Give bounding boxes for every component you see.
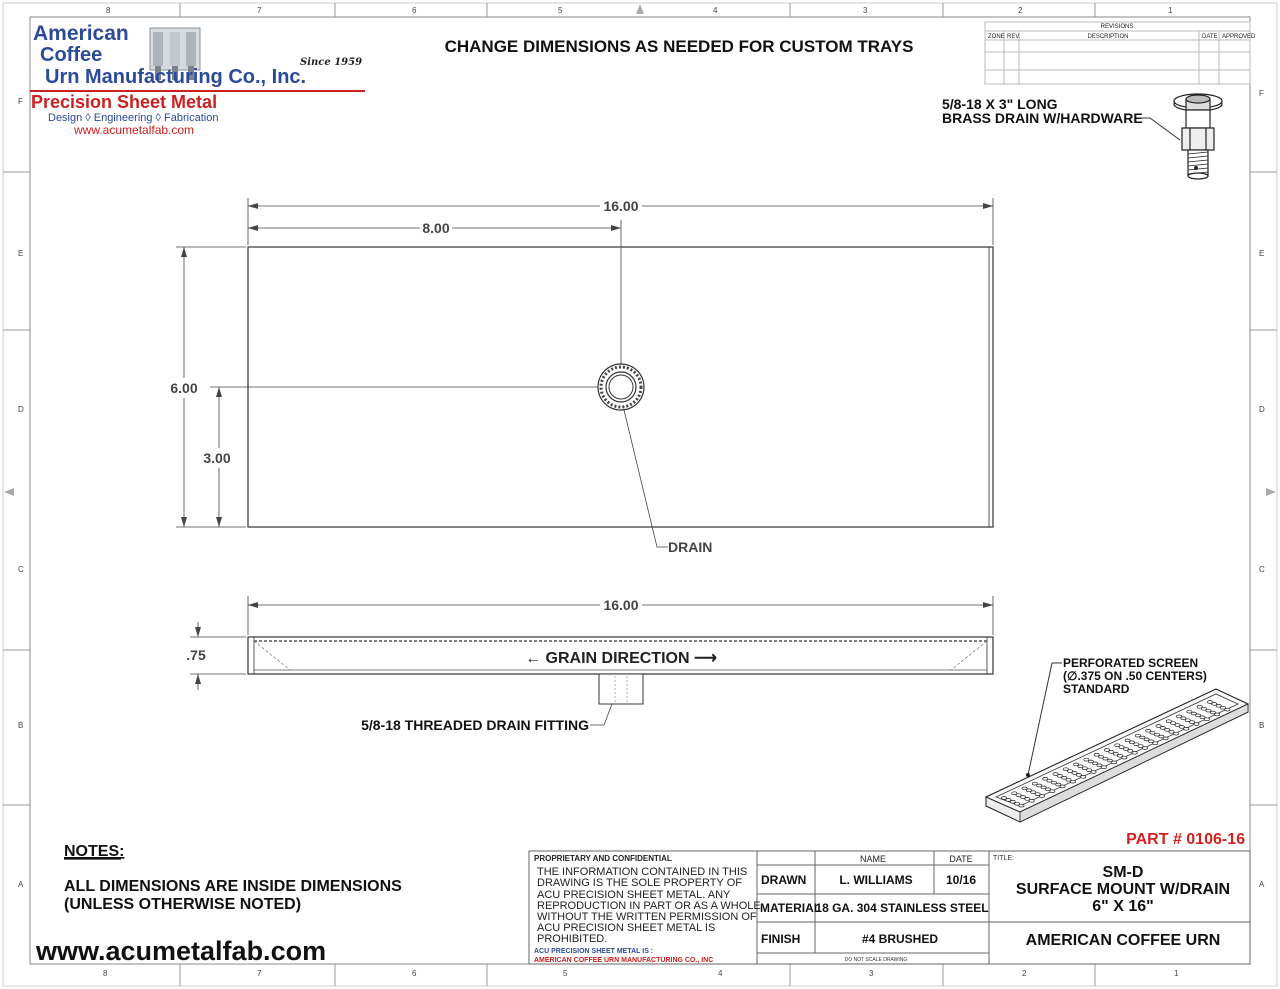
- title-block-title-label: TITLE:: [993, 855, 1015, 862]
- grid-row-label: B: [18, 721, 24, 730]
- center-mark-right: [1266, 488, 1276, 496]
- brass-drain-label-line2: BRASS DRAIN W/HARDWARE: [942, 110, 1143, 126]
- perforation-dot: [1173, 732, 1178, 735]
- notes-heading: NOTES:: [64, 843, 125, 860]
- grid-row-label: D: [1259, 405, 1265, 414]
- brass-drain-leader-dot: [1194, 166, 1198, 170]
- grid-rows-left: [18, 97, 24, 889]
- title-block-drawn-name: L. WILLIAMS: [839, 873, 913, 887]
- revisions-col-rev: REV.: [1007, 34, 1021, 40]
- title-block-title-line3: 6" X 16": [1092, 898, 1154, 915]
- logo-line-american: American: [33, 22, 129, 45]
- revisions-title: REVISIONS: [1100, 24, 1134, 30]
- proprietary-line: WITHOUT THE WRITTEN PERMISSION OF: [537, 911, 757, 923]
- grid-col-label: 2: [1018, 6, 1023, 15]
- grid-row-label: D: [18, 405, 24, 414]
- perforation-dot: [1050, 790, 1055, 793]
- threaded-fitting-label: 5/8-18 THREADED DRAIN FITTING: [361, 717, 589, 733]
- dim-top-length: 16.00: [603, 198, 639, 214]
- dim-top-width: 6.00: [170, 380, 198, 396]
- grid-columns-bottom: [103, 969, 1179, 978]
- side-view: [186, 596, 993, 733]
- title-block-date-header: DATE: [949, 854, 973, 864]
- title-block-name-header: NAME: [859, 854, 887, 864]
- grid-col-label: 2: [1022, 969, 1027, 978]
- perforation-dot: [1204, 718, 1209, 721]
- grid-col-label: 1: [1174, 969, 1179, 978]
- top-view: [170, 198, 993, 555]
- logo-line-coffee: Coffee: [40, 44, 103, 66]
- logo-tagline: Precision Sheet Metal: [31, 92, 218, 112]
- revisions-col-approved: APPROVED: [1222, 34, 1256, 40]
- grid-col-label: 6: [412, 6, 417, 15]
- drain-hole: [598, 364, 644, 410]
- grid-col-label: 7: [257, 969, 262, 978]
- brass-drain-leader: [1137, 118, 1180, 140]
- grid-col-label: 4: [718, 969, 723, 978]
- title-block-finish-value: #4 BRUSHED: [861, 932, 939, 946]
- grid-row-label: E: [1259, 249, 1265, 258]
- perforation-dot: [1122, 756, 1127, 759]
- revisions-labels: [988, 24, 1256, 40]
- drain-fitting: [599, 674, 643, 704]
- title-block-text: [534, 854, 1230, 964]
- notes-line2: (UNLESS OTHERWISE NOTED): [64, 896, 302, 913]
- logo-url: www.acumetalfab.com: [74, 123, 195, 137]
- grid-col-label: 8: [103, 969, 108, 978]
- perforation-dot: [1060, 785, 1065, 788]
- proprietary-line: REPRODUCTION IN PART OR AS A WHOLE: [537, 900, 761, 912]
- grain-direction-label: ← GRAIN DIRECTION ⟶: [525, 650, 717, 667]
- perforation-dot: [1112, 761, 1117, 764]
- perforation-dot: [1163, 737, 1168, 740]
- grid-col-label: 6: [412, 969, 417, 978]
- perforation-dot: [1081, 775, 1086, 778]
- grid-col-label: 5: [558, 6, 563, 15]
- revisions-col-zone: ZONE: [988, 34, 1005, 40]
- perforation-dot: [1101, 766, 1106, 769]
- perforation-dot: [1091, 771, 1096, 774]
- revisions-col-description: DESCRIPTION: [1087, 34, 1129, 40]
- perforation-dot: [1215, 713, 1220, 716]
- center-mark-top: [636, 4, 644, 14]
- revisions-table: [985, 22, 1250, 84]
- page-heading: CHANGE DIMENSIONS AS NEEDED FOR CUSTOM TRAYS: [444, 37, 914, 56]
- grid-col-label: 4: [713, 6, 718, 15]
- perforation-dot: [1029, 799, 1034, 802]
- screen-label-line2: (∅.375 ON .50 CENTERS): [1063, 669, 1207, 683]
- title-block-title-line2: SURFACE MOUNT W/DRAIN: [1015, 881, 1231, 898]
- perforation-dot: [1132, 751, 1137, 754]
- iso-tray-illustration: [986, 689, 1248, 822]
- grid-row-label: F: [18, 97, 23, 106]
- center-mark-left: [4, 488, 14, 496]
- perforation-dot: [1142, 747, 1147, 750]
- dim-side-height: .75: [186, 647, 206, 663]
- title-block-drawn-date: 10/16: [945, 873, 977, 887]
- footer-url: www.acumetalfab.com: [36, 936, 327, 966]
- title-block-title-line1: SM-D: [1102, 864, 1144, 881]
- grid-row-label: C: [18, 565, 24, 574]
- title-block-material-label: MATERIAL: [760, 901, 822, 915]
- logo-line-urn: Urn Manufacturing Co., Inc.: [45, 66, 307, 88]
- title-block-no-scale: DO NOT SCALE DRAWING: [844, 957, 908, 963]
- proprietary-footer2: AMERICAN COFFEE URN MANUFACTURING CO., INC: [534, 957, 714, 964]
- grid-row-label: B: [1259, 721, 1265, 730]
- proprietary-line: ACU PRECISION SHEET METAL. ANY: [537, 889, 731, 901]
- logo-since: Since 1959: [300, 57, 363, 68]
- screen-label-line3: STANDARD: [1063, 682, 1130, 696]
- perforation-dot: [1019, 804, 1024, 807]
- drain-label: DRAIN: [668, 539, 713, 555]
- brass-drain-label-line1: 5/8-18 X 3" LONG: [942, 96, 1058, 112]
- grid-row-label: A: [1259, 880, 1265, 889]
- title-block-drawn-label: DRAWN: [761, 873, 807, 887]
- grid-row-label: C: [1259, 565, 1265, 574]
- grid-col-label: 7: [257, 6, 262, 15]
- perforation-dots: [1001, 701, 1230, 807]
- screen-label-line1: PERFORATED SCREEN: [1063, 656, 1199, 670]
- title-block-company: AMERICAN COFFEE URN: [1025, 932, 1221, 949]
- grid-row-label: A: [18, 880, 24, 889]
- notes-line1: ALL DIMENSIONS ARE INSIDE DIMENSIONS: [64, 878, 402, 895]
- dim-top-half-width: 3.00: [203, 450, 231, 466]
- title-block-finish-label: FINISH: [761, 932, 801, 946]
- proprietary-line: THE INFORMATION CONTAINED IN THIS: [537, 866, 748, 878]
- proprietary-line: PROHIBITED.: [537, 933, 608, 945]
- proprietary-footer1: ACU PRECISION SHEET METAL IS :: [534, 948, 654, 955]
- dim-top-half: 8.00: [422, 220, 450, 236]
- part-number: PART # 0106-16: [1126, 831, 1245, 848]
- grid-row-label: F: [1259, 89, 1264, 98]
- proprietary-line: ACU PRECISION SHEET METAL IS: [537, 922, 716, 934]
- grid-rows-right: [1259, 89, 1265, 889]
- revisions-col-date: DATE: [1202, 34, 1218, 40]
- perforation-dot: [1184, 727, 1189, 730]
- proprietary-line: DRAWING IS THE SOLE PROPERTY OF: [537, 877, 742, 889]
- perforation-dot: [1070, 780, 1075, 783]
- perforation-dot: [1225, 708, 1230, 711]
- logo-services: Design ◊ Engineering ◊ Fabrication: [48, 112, 219, 124]
- grid-row-label: E: [18, 249, 24, 258]
- dim-side-length: 16.00: [603, 597, 639, 613]
- grid-col-label: 8: [106, 6, 111, 15]
- grid-col-label: 1: [1168, 6, 1173, 15]
- grid-col-label: 3: [869, 969, 874, 978]
- brass-drain-illustration: [1174, 94, 1222, 179]
- perforation-dot: [1039, 795, 1044, 798]
- proprietary-title: PROPRIETARY AND CONFIDENTIAL: [534, 854, 672, 863]
- company-logo: [30, 22, 365, 137]
- title-block-material-value: 18 GA. 304 STAINLESS STEEL: [815, 901, 989, 915]
- grid-col-label: 5: [563, 969, 568, 978]
- screen-leader: [1028, 663, 1062, 775]
- grid-col-label: 3: [863, 6, 868, 15]
- perforation-dot: [1194, 723, 1199, 726]
- perforation-dot: [1153, 742, 1158, 745]
